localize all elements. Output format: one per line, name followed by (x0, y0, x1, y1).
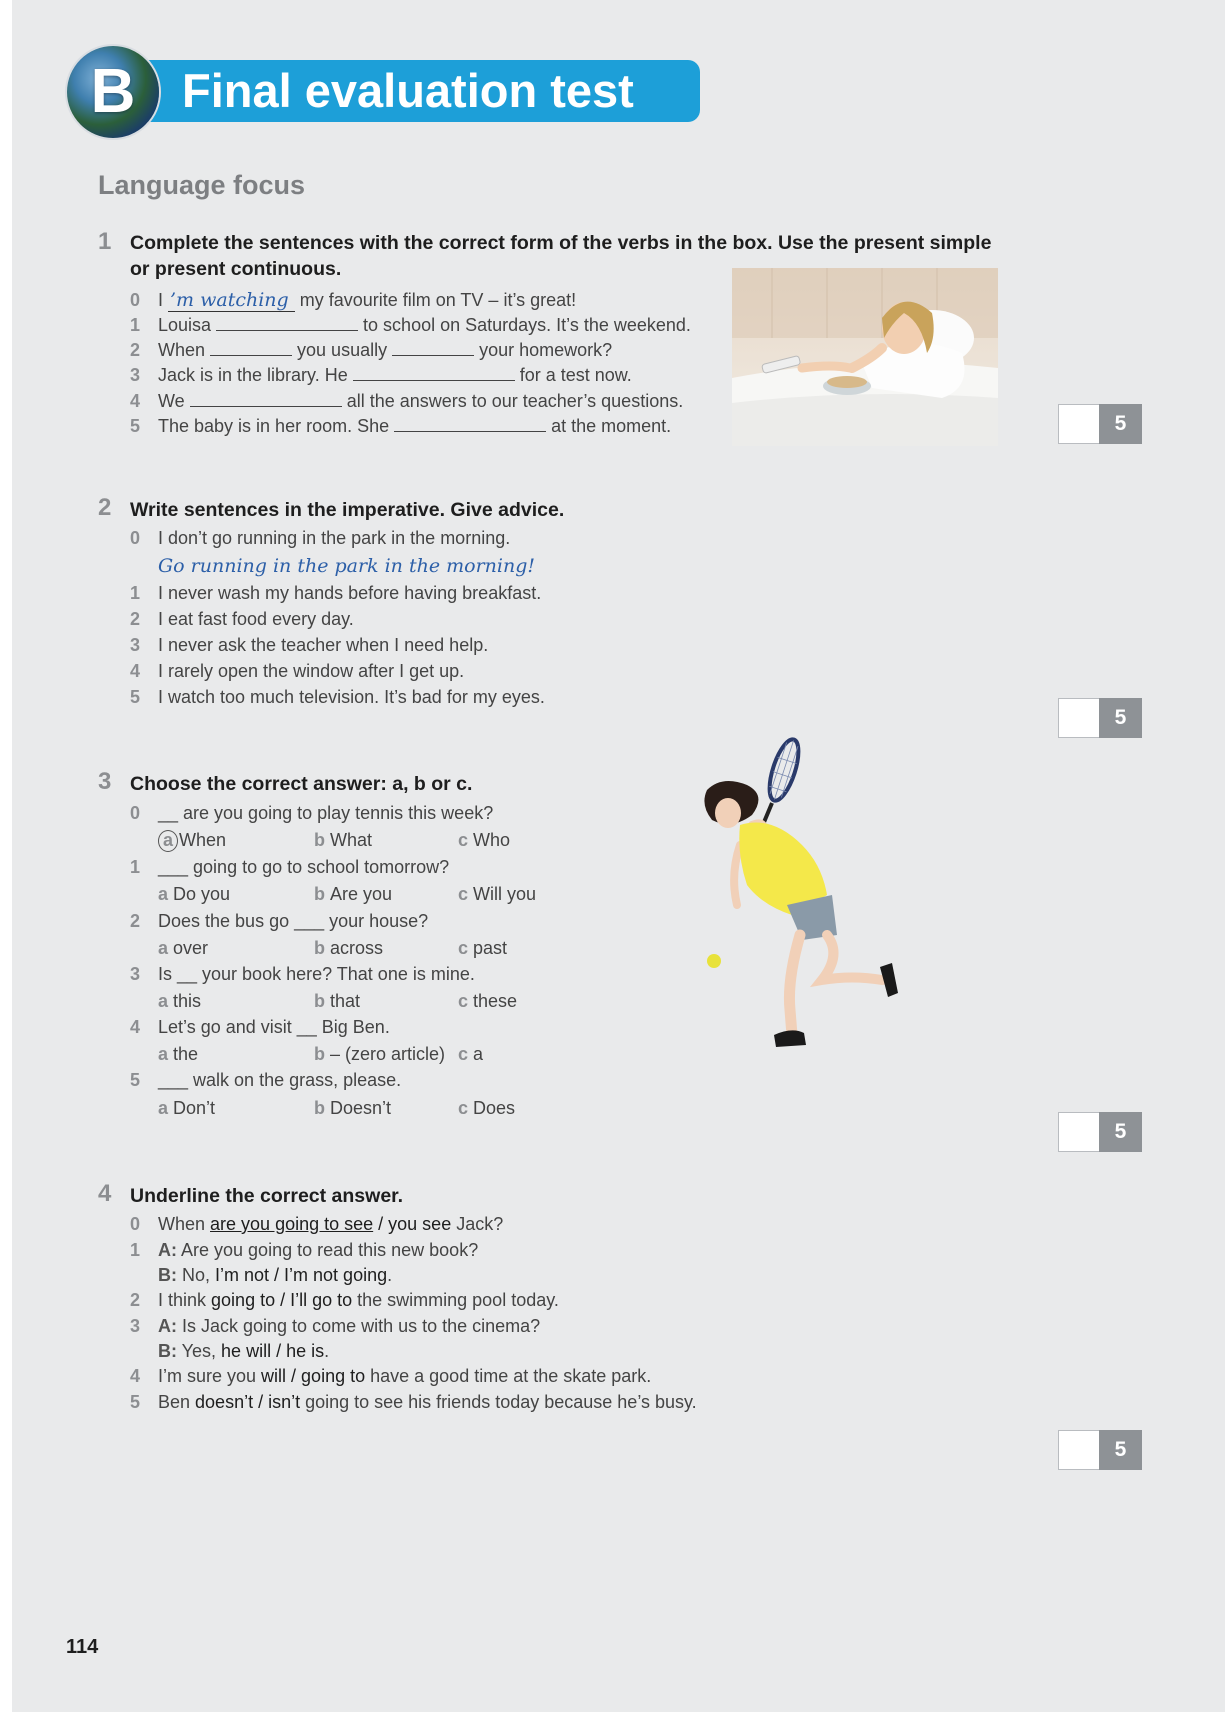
ex4-item-1b: B: No, I’m not / I’m not going. (158, 1265, 393, 1285)
answer-blank[interactable] (190, 390, 342, 407)
ex3-options-0: a When b What c Who (158, 828, 578, 852)
ex4-item-3a: 3 A: Is Jack going to come with us to the cinema? (130, 1316, 541, 1336)
ex2-item-5: 5 I watch too much television. It’s bad for my eyes. (130, 687, 545, 707)
ex3-question-2: 2 Does the bus go ___ your house? (130, 911, 429, 931)
option-c[interactable]: c Who (458, 830, 511, 850)
score-box-ex4: 5 (1058, 1430, 1142, 1470)
option-b[interactable]: b Are you (314, 884, 393, 904)
ex3-options-4 (158, 1042, 578, 1066)
option-c[interactable]: c past (458, 938, 508, 958)
answer-choices[interactable]: I’m not / I’m not going (215, 1265, 388, 1285)
ex1-item-5: 5 The baby is in her room. She at the moment. (130, 416, 672, 436)
worksheet-page (12, 0, 1225, 1712)
ex3-options-3 (158, 989, 578, 1013)
score-box-ex2: 5 (1058, 698, 1142, 738)
score-box-ex3: 5 (1058, 1112, 1142, 1152)
ex4-item-4: 4 I’m sure you will / going to have a good time at the skate park. (130, 1366, 652, 1386)
answer-choices[interactable]: he will / he is (221, 1341, 325, 1361)
answer-blank[interactable] (210, 339, 292, 356)
exercise-1-number: 1 (98, 228, 112, 255)
answer-blank[interactable] (394, 415, 546, 432)
ex3-question-0: 0 __ are you going to play tennis this week? (130, 803, 494, 823)
unit-badge-letter: B (90, 57, 136, 126)
exercise-4-instruction: Underline the correct answer. (130, 1185, 404, 1207)
option-b[interactable]: b What (314, 830, 373, 850)
exercise-2-number: 2 (98, 494, 112, 521)
ex4-item-5: 5 Ben doesn’t / isn’t going to see his friends today because he’s busy. (130, 1392, 697, 1412)
option-c[interactable]: c a (458, 1044, 484, 1064)
option-c[interactable]: c Will you (458, 884, 537, 904)
ex3-question-4: 4 Let’s go and visit __ Big Ben. (130, 1017, 390, 1037)
exercise-3-number: 3 (98, 768, 112, 795)
ex4-item-1a: 1 A: Are you going to read this new book? (130, 1240, 479, 1260)
exercise-3-instruction: Choose the correct answer: a, b or c. (130, 773, 473, 795)
page-title: Final evaluation test (182, 64, 634, 117)
ex4-item-3b: B: Yes, he will / he is. (158, 1341, 330, 1361)
score-box-ex1: 5 (1058, 404, 1142, 444)
ex4-item-0: 0 When are you going to see / you see Jack? (130, 1214, 504, 1234)
answer-choices[interactable]: going to / I’ll go to (211, 1290, 353, 1310)
ex1-item-4: 4 We all the answers to our teacher’s questions. (130, 391, 684, 411)
ex2-item-2: 2 I eat fast food every day. (130, 609, 354, 629)
ex3-options-5 (158, 1096, 578, 1120)
option-b[interactable]: b Doesn’t (314, 1098, 392, 1118)
score-input[interactable] (1058, 404, 1100, 444)
ex2-item-4: 4 I rarely open the window after I get up. (130, 661, 465, 681)
example-answer: ’m watching (168, 289, 295, 312)
option-a[interactable]: a over (158, 938, 209, 958)
ex3-options-1 (158, 882, 578, 906)
answer-blank[interactable] (353, 364, 515, 381)
girl-playing-tennis-photo (692, 735, 932, 1105)
ex1-item-1: 1 Louisa to school on Saturdays. It’s the weekend. (130, 315, 691, 335)
ex3-options-2 (158, 936, 578, 960)
exercise-4-number: 4 (98, 1180, 112, 1207)
woman-watching-tv-photo (732, 268, 998, 446)
exercise-1-instruction: Complete the sentences with the correct form of the verbs in the box. Use the present simple or present continuous. (130, 232, 992, 280)
option-b[interactable]: b – (zero article) (314, 1044, 446, 1064)
page-number: 114 (66, 1636, 99, 1658)
ex4-item-2: 2 I think going to / I’ll go to the swimming pool today. (130, 1290, 559, 1310)
ex2-item-1: 1 I never wash my hands before having breakfast. (130, 583, 542, 603)
option-b[interactable]: b that (314, 991, 361, 1011)
option-c[interactable]: c these (458, 991, 518, 1011)
ex1-item-2: 2 When you usually your homework? (130, 340, 613, 360)
answer-blank[interactable] (216, 314, 358, 331)
ex2-item-0: 0 I don’t go running in the park in the morning. (130, 528, 511, 548)
option-a[interactable]: a Don’t (158, 1098, 216, 1118)
exercise-2-instruction: Write sentences in the imperative. Give advice. (130, 499, 565, 521)
answer-choices[interactable]: doesn’t / isn’t (195, 1392, 301, 1412)
option-a[interactable]: a the (158, 1044, 199, 1064)
circled-answer: a (158, 830, 178, 852)
ex1-item-0: 0 I ’m watching my favourite film on TV – it’s great! (130, 289, 577, 311)
option-b[interactable]: b across (314, 938, 384, 958)
score-input[interactable] (1058, 1430, 1100, 1470)
option-c[interactable]: c Does (458, 1098, 516, 1118)
section-title: Language focus (98, 170, 306, 200)
ex3-question-3: 3 Is __ your book here? That one is mine. (130, 964, 475, 984)
ex3-question-5: 5 ___ walk on the grass, please. (130, 1070, 402, 1090)
score-input[interactable] (1058, 698, 1100, 738)
ex3-question-1: 1 ___ going to go to school tomorrow? (130, 857, 450, 877)
option-a[interactable]: a Do you (158, 884, 231, 904)
answer-blank[interactable] (392, 339, 474, 356)
option-a[interactable]: a this (158, 991, 202, 1011)
answer-choices[interactable]: will / going to (261, 1366, 366, 1386)
underlined-answer: are you going to see (210, 1214, 374, 1234)
ex2-example-answer: Go running in the park in the morning! (158, 555, 535, 577)
ex1-item-3: 3 Jack is in the library. He for a test now. (130, 365, 632, 385)
score-input[interactable] (1058, 1112, 1100, 1152)
ex2-item-3: 3 I never ask the teacher when I need help. (130, 635, 489, 655)
